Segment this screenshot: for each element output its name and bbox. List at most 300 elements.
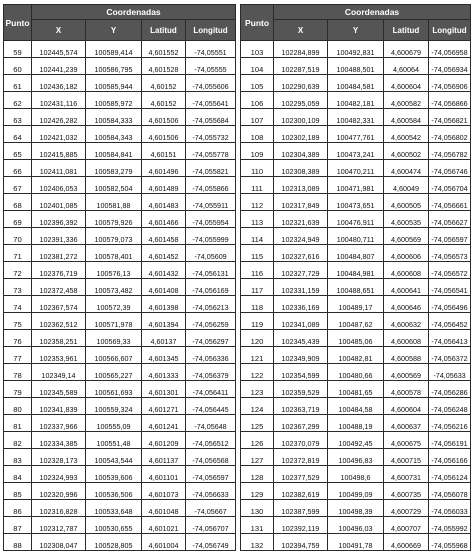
longitud-cell: -74,056078 (429, 483, 471, 500)
y-cell: 100584,343 (86, 126, 142, 143)
y-cell: 100489,17 (328, 296, 384, 313)
x-cell: 102387,599 (274, 500, 328, 517)
y-cell: 100491,78 (328, 534, 384, 551)
latitud-cell: 4,601073 (142, 483, 186, 500)
table-row (241, 211, 471, 228)
table-row (241, 483, 471, 500)
punto-cell: 117 (241, 279, 274, 296)
punto-cell: 68 (4, 194, 32, 211)
table-row (241, 177, 471, 194)
latitud-cell: 4,601432 (142, 262, 186, 279)
punto-cell: 78 (4, 364, 32, 381)
longitud-cell: -74,056216 (429, 415, 471, 432)
latitud-cell: 4,600535 (384, 211, 429, 228)
latitud-cell: 4,601048 (142, 500, 186, 517)
x-cell: 102367,574 (32, 296, 86, 313)
x-cell: 102415,885 (32, 143, 86, 160)
punto-cell: 118 (241, 296, 274, 313)
latitud-cell: 4,600606 (384, 245, 429, 262)
table-row (4, 262, 236, 279)
x-cell: 102445,574 (32, 41, 86, 58)
table-row (4, 177, 236, 194)
longitud-cell: -74,055606 (186, 75, 236, 92)
longitud-cell: -74,055732 (186, 126, 236, 143)
punto-cell: 65 (4, 143, 32, 160)
table-row (4, 313, 236, 330)
latitud-cell: 4,601301 (142, 381, 186, 398)
punto-cell: 123 (241, 381, 274, 398)
x-cell: 102327,729 (274, 262, 328, 279)
x-cell: 102441,239 (32, 58, 86, 75)
y-cell: 100499,09 (328, 483, 384, 500)
longitud-cell: -74,056372 (429, 347, 471, 364)
punto-cell: 104 (241, 58, 274, 75)
longitud-cell: -74,056297 (186, 330, 236, 347)
latitud-cell: 4,601506 (142, 126, 186, 143)
longitud-cell: -74,056124 (429, 466, 471, 483)
y-cell: 100482,331 (328, 109, 384, 126)
table-row (4, 466, 236, 483)
longitud-cell: -74,05648 (186, 415, 236, 432)
latitud-cell: 4,600474 (384, 160, 429, 177)
table-row (4, 381, 236, 398)
table-row (241, 381, 471, 398)
y-header: Y (86, 20, 142, 41)
y-cell: 100488,651 (328, 279, 384, 296)
table-row (241, 517, 471, 534)
punto-cell: 64 (4, 126, 32, 143)
x-cell: 102313,089 (274, 177, 328, 194)
longitud-cell: -74,056166 (429, 449, 471, 466)
y-cell: 100581,88 (86, 194, 142, 211)
longitud-cell: -74,056746 (429, 160, 471, 177)
punto-cell: 110 (241, 160, 274, 177)
coordinates-table-left (3, 4, 236, 551)
y-header: Y (328, 20, 384, 41)
punto-cell: 121 (241, 347, 274, 364)
latitud-cell: 4,600679 (384, 41, 429, 58)
punto-cell: 128 (241, 466, 274, 483)
table-row (241, 500, 471, 517)
latitud-cell: 4,600675 (384, 432, 429, 449)
latitud-cell: 4,601271 (142, 398, 186, 415)
longitud-cell: -74,055866 (186, 177, 236, 194)
x-cell: 102336,169 (274, 296, 328, 313)
longitud-cell: -74,056782 (429, 143, 471, 160)
table-row (241, 109, 471, 126)
longitud-cell: -74,056934 (429, 58, 471, 75)
latitud-cell: 4,601241 (142, 415, 186, 432)
x-cell: 102295,059 (274, 92, 328, 109)
latitud-cell: 4,601345 (142, 347, 186, 364)
punto-cell: 122 (241, 364, 274, 381)
punto-header: Punto (241, 5, 274, 41)
table-row (4, 143, 236, 160)
x-cell: 102349,909 (274, 347, 328, 364)
latitud-cell: 4,60152 (142, 75, 186, 92)
latitud-cell: 4,600637 (384, 415, 429, 432)
longitud-cell: -74,056597 (186, 466, 236, 483)
x-cell: 102316,828 (32, 500, 86, 517)
punto-cell: 116 (241, 262, 274, 279)
latitud-header: Latitud (142, 20, 186, 41)
punto-cell: 84 (4, 466, 32, 483)
latitud-cell: 4,601394 (142, 313, 186, 330)
longitud-cell: -74,056259 (186, 313, 236, 330)
latitud-cell: 4,600604 (384, 398, 429, 415)
table-row (4, 160, 236, 177)
latitud-cell: 4,601552 (142, 41, 186, 58)
table-row (241, 75, 471, 92)
table-row (241, 449, 471, 466)
x-cell: 102396,392 (32, 211, 86, 228)
table-row (4, 92, 236, 109)
latitud-cell: 4,600608 (384, 262, 429, 279)
y-cell: 100584,841 (86, 143, 142, 160)
punto-cell: 70 (4, 228, 32, 245)
x-cell: 102377,529 (274, 466, 328, 483)
table-row (4, 432, 236, 449)
y-cell: 100584,333 (86, 109, 142, 126)
punto-cell: 85 (4, 483, 32, 500)
table-row (4, 109, 236, 126)
y-cell: 100498,39 (328, 500, 384, 517)
y-cell: 100585,972 (86, 92, 142, 109)
y-cell: 100476,911 (328, 211, 384, 228)
latitud-cell: 4,601528 (142, 58, 186, 75)
latitud-cell: 4,600707 (384, 517, 429, 534)
table-row (4, 58, 236, 75)
punto-header: Punto (4, 5, 32, 41)
table-row (241, 534, 471, 551)
table-row (241, 330, 471, 347)
longitud-cell: -74,056707 (186, 517, 236, 534)
x-cell: 102308,389 (274, 160, 328, 177)
x-cell: 102317,849 (274, 194, 328, 211)
table-row (4, 41, 236, 58)
x-cell: 102411,081 (32, 160, 86, 177)
latitud-cell: 4,601137 (142, 449, 186, 466)
punto-cell: 113 (241, 211, 274, 228)
longitud-cell: -74,056496 (429, 296, 471, 313)
x-cell: 102287,519 (274, 58, 328, 75)
punto-cell: 75 (4, 313, 32, 330)
x-cell: 102300,109 (274, 109, 328, 126)
table-row (4, 347, 236, 364)
table-row (241, 126, 471, 143)
table-row (4, 330, 236, 347)
longitud-cell: -74,05551 (186, 41, 236, 58)
longitud-cell: -74,056704 (429, 177, 471, 194)
table-row (4, 75, 236, 92)
y-cell: 100571,978 (86, 313, 142, 330)
y-cell: 100488,19 (328, 415, 384, 432)
y-cell: 100551,48 (86, 432, 142, 449)
y-cell: 100480,711 (328, 228, 384, 245)
longitud-cell: -74,056512 (186, 432, 236, 449)
y-cell: 100566,607 (86, 347, 142, 364)
table-row (241, 364, 471, 381)
table-row (241, 466, 471, 483)
longitud-cell: -74,055684 (186, 109, 236, 126)
latitud-cell: 4,601506 (142, 109, 186, 126)
y-cell: 100496,83 (328, 449, 384, 466)
longitud-cell: -74,056906 (429, 75, 471, 92)
longitud-cell: -74,055641 (186, 92, 236, 109)
longitud-cell: -74,056541 (429, 279, 471, 296)
punto-cell: 73 (4, 279, 32, 296)
longitud-cell: -74,05609 (186, 245, 236, 262)
table-row (4, 126, 236, 143)
punto-cell: 82 (4, 432, 32, 449)
x-cell: 102345,589 (32, 381, 86, 398)
x-cell: 102421,032 (32, 126, 86, 143)
latitud-cell: 4,601452 (142, 245, 186, 262)
latitud-cell: 4,600646 (384, 296, 429, 313)
punto-cell: 87 (4, 517, 32, 534)
y-cell: 100482,81 (328, 347, 384, 364)
punto-cell: 88 (4, 534, 32, 551)
y-cell: 100487,62 (328, 313, 384, 330)
y-cell: 100484,981 (328, 262, 384, 279)
punto-cell: 126 (241, 432, 274, 449)
y-cell: 100528,805 (86, 534, 142, 551)
y-cell: 100585,944 (86, 75, 142, 92)
coordenadas-header: Coordenadas (274, 5, 471, 20)
latitud-cell: 4,60049 (384, 177, 429, 194)
y-cell: 100485,06 (328, 330, 384, 347)
latitud-cell: 4,600584 (384, 109, 429, 126)
punto-cell: 80 (4, 398, 32, 415)
x-cell: 102345,439 (274, 330, 328, 347)
longitud-cell: -74,056452 (429, 313, 471, 330)
longitud-cell: -74,056413 (429, 330, 471, 347)
y-cell: 100492,45 (328, 432, 384, 449)
longitud-cell: -74,055778 (186, 143, 236, 160)
x-cell: 102382,619 (274, 483, 328, 500)
y-cell: 100565,227 (86, 364, 142, 381)
latitud-cell: 4,600588 (384, 347, 429, 364)
y-cell: 100530,655 (86, 517, 142, 534)
latitud-cell: 4,601101 (142, 466, 186, 483)
latitud-cell: 4,600669 (384, 534, 429, 551)
punto-cell: 71 (4, 245, 32, 262)
table-row (4, 228, 236, 245)
table-row (4, 449, 236, 466)
punto-cell: 59 (4, 41, 32, 58)
latitud-cell: 4,601496 (142, 160, 186, 177)
table-row (4, 398, 236, 415)
table-row (241, 160, 471, 177)
punto-cell: 60 (4, 58, 32, 75)
table-row (241, 143, 471, 160)
y-cell: 100473,651 (328, 194, 384, 211)
x-cell: 102372,458 (32, 279, 86, 296)
longitud-cell: -74,05667 (186, 500, 236, 517)
x-cell: 102392,119 (274, 517, 328, 534)
x-cell: 102426,282 (32, 109, 86, 126)
y-cell: 100579,073 (86, 228, 142, 245)
x-cell: 102308,047 (32, 534, 86, 551)
table-row (4, 415, 236, 432)
latitud-cell: 4,600505 (384, 194, 429, 211)
longitud-cell: -74,056131 (186, 262, 236, 279)
punto-cell: 114 (241, 228, 274, 245)
longitud-cell: -74,055999 (186, 228, 236, 245)
y-cell: 100470,211 (328, 160, 384, 177)
table-row (241, 58, 471, 75)
y-cell: 100586,795 (86, 58, 142, 75)
latitud-cell: 4,601209 (142, 432, 186, 449)
punto-cell: 67 (4, 177, 32, 194)
y-cell: 100492,831 (328, 41, 384, 58)
y-cell: 100576,13 (86, 262, 142, 279)
longitud-cell: -74,056033 (429, 500, 471, 517)
x-cell: 102436,182 (32, 75, 86, 92)
longitud-cell: -74,056573 (429, 245, 471, 262)
punto-cell: 119 (241, 313, 274, 330)
longitud-header: Longitud (186, 20, 236, 41)
latitud-cell: 4,600578 (384, 381, 429, 398)
latitud-cell: 4,600502 (384, 143, 429, 160)
y-cell: 100481,65 (328, 381, 384, 398)
longitud-cell: -74,056248 (429, 398, 471, 415)
longitud-cell: -74,056568 (186, 449, 236, 466)
longitud-cell: -74,056661 (429, 194, 471, 211)
x-cell: 102394,759 (274, 534, 328, 551)
y-cell: 100572,39 (86, 296, 142, 313)
punto-cell: 86 (4, 500, 32, 517)
table-row (241, 228, 471, 245)
punto-cell: 109 (241, 143, 274, 160)
x-cell: 102376,719 (32, 262, 86, 279)
latitud-cell: 4,601021 (142, 517, 186, 534)
punto-cell: 115 (241, 245, 274, 262)
latitud-cell: 4,600569 (384, 364, 429, 381)
y-cell: 100539,606 (86, 466, 142, 483)
longitud-header: Longitud (429, 20, 471, 41)
longitud-cell: -74,056597 (429, 228, 471, 245)
latitud-cell: 4,601333 (142, 364, 186, 381)
table-row (241, 41, 471, 58)
x-cell: 102320,996 (32, 483, 86, 500)
punto-cell: 111 (241, 177, 274, 194)
latitud-cell: 4,601004 (142, 534, 186, 551)
y-cell: 100477,761 (328, 126, 384, 143)
y-cell: 100480,66 (328, 364, 384, 381)
table-row (241, 262, 471, 279)
x-cell: 102302,189 (274, 126, 328, 143)
y-cell: 100583,279 (86, 160, 142, 177)
x-cell: 102353,961 (32, 347, 86, 364)
longitud-cell: -74,056572 (429, 262, 471, 279)
x-cell: 102349,14 (32, 364, 86, 381)
x-cell: 102290,639 (274, 75, 328, 92)
longitud-cell: -74,056958 (429, 41, 471, 58)
longitud-cell: -74,056169 (186, 279, 236, 296)
longitud-cell: -74,056379 (186, 364, 236, 381)
longitud-cell: -74,056627 (429, 211, 471, 228)
x-cell: 102354,599 (274, 364, 328, 381)
table-row (4, 279, 236, 296)
longitud-cell: -74,055954 (186, 211, 236, 228)
punto-cell: 61 (4, 75, 32, 92)
x-cell: 102358,251 (32, 330, 86, 347)
latitud-header: Latitud (384, 20, 429, 41)
table-row (4, 211, 236, 228)
punto-cell: 112 (241, 194, 274, 211)
punto-cell: 108 (241, 126, 274, 143)
x-cell: 102363,719 (274, 398, 328, 415)
latitud-cell: 4,600582 (384, 92, 429, 109)
longitud-cell: -74,05633 (429, 364, 471, 381)
y-cell: 100484,58 (328, 398, 384, 415)
y-cell: 100498,6 (328, 466, 384, 483)
latitud-cell: 4,600641 (384, 279, 429, 296)
table-row (4, 296, 236, 313)
y-cell: 100555,09 (86, 415, 142, 432)
table-row (241, 92, 471, 109)
x-cell: 102341,839 (32, 398, 86, 415)
latitud-cell: 4,60137 (142, 330, 186, 347)
table-row (241, 194, 471, 211)
x-cell: 102359,529 (274, 381, 328, 398)
x-cell: 102327,616 (274, 245, 328, 262)
punto-cell: 79 (4, 381, 32, 398)
table-row (241, 415, 471, 432)
x-cell: 102337,966 (32, 415, 86, 432)
x-cell: 102328,173 (32, 449, 86, 466)
punto-cell: 124 (241, 398, 274, 415)
x-cell: 102312,787 (32, 517, 86, 534)
longitud-cell: -74,056821 (429, 109, 471, 126)
table-row (4, 483, 236, 500)
x-cell: 102406,053 (32, 177, 86, 194)
latitud-cell: 4,600715 (384, 449, 429, 466)
longitud-cell: -74,056191 (429, 432, 471, 449)
y-cell: 100569,33 (86, 330, 142, 347)
y-cell: 100533,648 (86, 500, 142, 517)
longitud-cell: -74,056336 (186, 347, 236, 364)
x-cell: 102381,272 (32, 245, 86, 262)
punto-cell: 131 (241, 517, 274, 534)
y-cell: 100582,504 (86, 177, 142, 194)
punto-cell: 77 (4, 347, 32, 364)
table-row (241, 296, 471, 313)
latitud-cell: 4,601489 (142, 177, 186, 194)
latitud-cell: 4,600569 (384, 228, 429, 245)
longitud-cell: -74,056802 (429, 126, 471, 143)
x-cell: 102341,089 (274, 313, 328, 330)
punto-cell: 125 (241, 415, 274, 432)
longitud-cell: -74,056633 (186, 483, 236, 500)
punto-cell: 103 (241, 41, 274, 58)
longitud-cell: -74,055968 (429, 534, 471, 551)
x-cell: 102331,159 (274, 279, 328, 296)
latitud-cell: 4,60151 (142, 143, 186, 160)
table-row (4, 194, 236, 211)
table-row (241, 245, 471, 262)
y-cell: 100589,414 (86, 41, 142, 58)
table-row (4, 517, 236, 534)
longitud-cell: -74,05555 (186, 58, 236, 75)
x-header: X (32, 20, 86, 41)
table-row (241, 313, 471, 330)
y-cell: 100578,401 (86, 245, 142, 262)
y-cell: 100484,581 (328, 75, 384, 92)
longitud-cell: -74,056411 (186, 381, 236, 398)
latitud-cell: 4,600604 (384, 75, 429, 92)
